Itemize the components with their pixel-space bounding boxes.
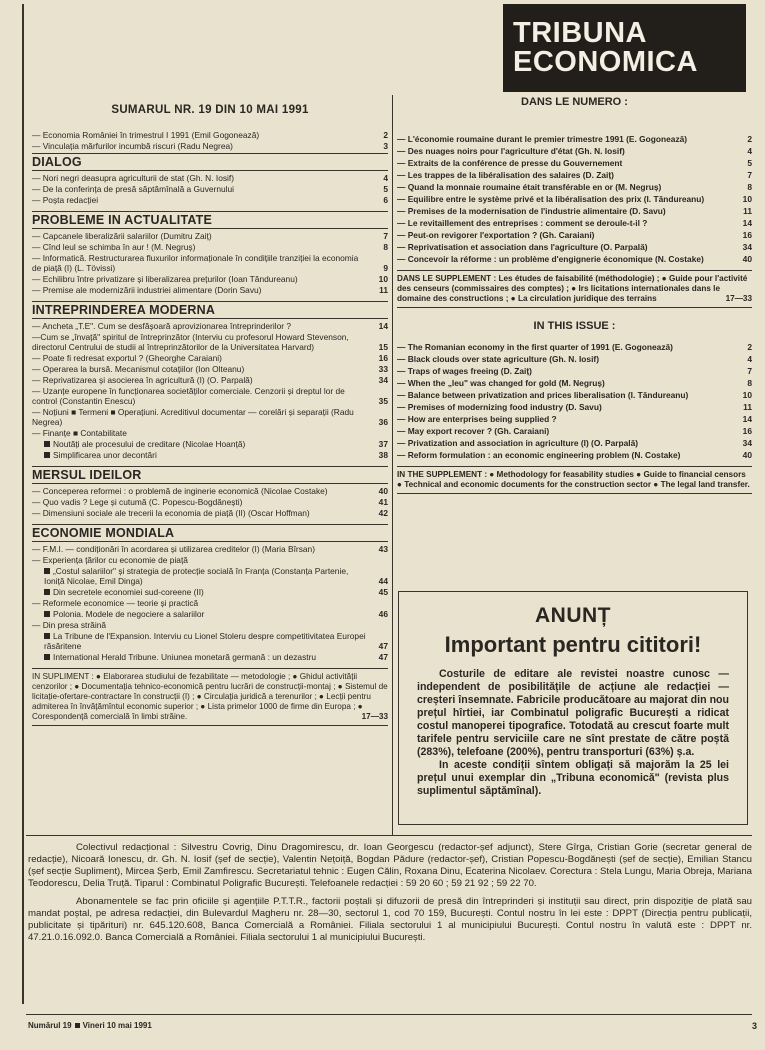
toc-item-page: 43 (378, 544, 388, 554)
toc-item-text: — Peut-on revigorer l'exportation ? (Gh. Caraiani) (397, 230, 595, 240)
square-bullet-icon (44, 441, 50, 447)
toc-item-title (397, 158, 736, 168)
toc-item-page: 11 (379, 285, 388, 295)
toc-item-text: — Cînd leul se schimba în aur ! (M. Negruș) (32, 242, 196, 252)
toc-item-text: Simplificarea unor decontări (53, 450, 157, 460)
toc-item-title (32, 587, 372, 597)
toc-item-title (397, 182, 736, 192)
summary-sections (32, 153, 388, 662)
toc-item-title (32, 253, 372, 273)
toc-item (397, 342, 752, 352)
toc-item-text: — Equilibre entre le système privé et la libéralisation des prix (I. Tăndureanu) (397, 194, 705, 204)
toc-item-text: — Reform formulation : an economic engineering problem (N. Costake) (397, 450, 681, 460)
toc-item (32, 631, 388, 651)
toc-item-text: — Capcanele liberalizării salariilor (Dumitru Zaiț) (32, 231, 212, 241)
toc-item (397, 450, 752, 460)
announcement-paragraph-1: Costurile de editare ale revistei noastre cunosc — independent de posibilitățile de acțiune ale redacției — creșteri însemnate. Fabricile producătoare au majorat din nou prețul hîrtiei, iar Combinatul poligrafic București a ridicat costul manoperei tipografice. Totodată au crescut foarte mult tarifele pentru serviciile care ne sînt prestate de către poștă (283%), telefoane (200%), pentru transporturi (63%) ș.a. (417, 668, 729, 758)
toc-item-page: 41 (378, 497, 388, 507)
toc-item-text: „Costul salariilor" și strategia de protecție socială în Franța (Constanța Partenie, Ioniță Nicolae, Emil Dinga) (44, 566, 349, 586)
toc-item-page: 3 (383, 141, 388, 151)
toc-item-text: Polonia. Modele de negociere a salariilor (53, 609, 205, 619)
toc-item-page: 16 (742, 230, 752, 240)
toc-item-text: — Le revitaillement des entreprises : comment se deroule-t-il ? (397, 218, 648, 228)
toc-item (32, 439, 388, 449)
toc-item-text: — Premises de la modernisation de l'industrie alimentaire (D. Savu) (397, 206, 666, 216)
credits-top-rule (26, 835, 752, 836)
toc-item (397, 390, 752, 400)
toc-item-text: — Uzanțe europene în funcționarea societăților comerciale. Cenzorii și dreptul lor de control (Constantin Enescu) (32, 386, 345, 406)
toc-item-page: 40 (378, 486, 388, 496)
toc-item (32, 555, 388, 565)
toc-item-text: — Vinculația mărfurilor incumbă riscuri (Radu Negrea) (32, 141, 233, 151)
toc-item-page: 40 (742, 450, 752, 460)
toc-item-page: 9 (383, 263, 388, 273)
toc-item (32, 253, 388, 273)
toc-item-page: 11 (743, 206, 752, 216)
toc-item-title (32, 566, 372, 586)
toc-item-text: — Operarea la bursă. Mecanismul cotațiilor (Ion Olteanu) (32, 364, 245, 374)
toc-item-text: La Tribune de l'Expansion. Interviu cu Lionel Stoleru despre competitivitatea Europei răsăritene (44, 631, 366, 651)
toc-item-title (397, 206, 736, 216)
toc-item-title (32, 231, 372, 241)
toc-item-title (32, 173, 372, 183)
toc-item-page: 44 (378, 576, 388, 586)
toc-item-text: Noutăți ale procesului de creditare (Nicolae Hoanță) (53, 439, 246, 449)
toc-item-text: — Les trappes de la libéralisation des salaires (D. Zaiț) (397, 170, 614, 180)
toc-item-title (32, 274, 372, 284)
toc-item (397, 170, 752, 180)
summary-title: SUMARUL NR. 19 DIN 10 MAI 1991 (111, 104, 309, 116)
toc-item-page: 5 (747, 158, 752, 168)
toc-item-title (32, 486, 372, 496)
toc-item-text: — The Romanian economy in the first quarter of 1991 (E. Gogonează) (397, 342, 673, 352)
credits-subscriptions: Abonamentele se fac prin oficiile și agențiile P.T.T.R., factorii poștali și difuzorii de presă din întreprinderi și instituții sau direct, prin dispoziție de plată sau mandat poștal, pe adresa redacției, din Bulevardul Magheru nr. 28—30, sectorul 1, cod 70 159, București. Contul nostru în lei este : DPPT (Direcția pentru publicații, publicitate și tipărituri) nr. 645.120.608, Banca Comercială a României. Filiala sectorului 1 al municipiului București. Contul nostru în valută este : DPPT nr. 47.21.0.16.092.0. Banca Comercială a României. Filiala sectorului 1 al municipiului București. (28, 896, 752, 943)
toc-item (32, 450, 388, 460)
toc-item-page: 11 (743, 402, 752, 412)
toc-item-title (32, 386, 372, 406)
french-supplement-pages: 17—33 (725, 294, 752, 303)
toc-item-page: 10 (378, 274, 388, 284)
toc-item (32, 486, 388, 496)
toc-item-page: 5 (383, 184, 388, 194)
toc-item (397, 402, 752, 412)
toc-item (32, 274, 388, 284)
toc-item-title (32, 364, 372, 374)
footer-rule (26, 1014, 752, 1015)
toc-item-page: 4 (383, 173, 388, 183)
toc-item (32, 195, 388, 205)
footer (28, 1021, 152, 1030)
toc-item-text: — Dimensiuni sociale ale trecerii la economia de piață (II) (Oscar Hoffman) (32, 508, 310, 518)
toc-item-page: 7 (747, 170, 752, 180)
toc-item-title (32, 242, 372, 252)
toc-item-text: — Extraits de la conférence de presse du Gouvernement (397, 158, 623, 168)
french-list (397, 134, 752, 264)
english-list (397, 342, 752, 460)
toc-item-text: — Informatică. Restructurarea fluxurilor informaționale în condițiile tranziției la economia de piață (I) (L. Tövissi) (32, 253, 359, 273)
toc-item-page: 4 (747, 354, 752, 364)
toc-item-title (397, 242, 736, 252)
toc-item-title (397, 402, 736, 412)
toc-item (397, 354, 752, 364)
toc-item-page: 14 (742, 218, 752, 228)
square-bullet-icon (44, 589, 50, 595)
toc-item-title (32, 130, 372, 140)
toc-item (32, 652, 388, 662)
toc-item (32, 508, 388, 518)
toc-item-page: 7 (383, 231, 388, 241)
toc-item-text: — Premises of modernizing food industry (D. Savu) (397, 402, 602, 412)
toc-item-page: 14 (378, 321, 388, 331)
toc-item-text: — Traps of wages freeing (D. Zaiț) (397, 366, 532, 376)
section-list (32, 544, 388, 662)
toc-item-page: 16 (742, 426, 752, 436)
translations-column (397, 96, 752, 494)
toc-item-page: 14 (742, 414, 752, 424)
toc-item-title (397, 378, 736, 388)
toc-item-page: 34 (742, 242, 752, 252)
toc-item (32, 428, 388, 438)
section-list (32, 321, 388, 460)
toc-item-text: — Poșta redacției (32, 195, 99, 205)
section-title: INTREPRINDEREA MODERNA (32, 301, 388, 319)
toc-item-title (397, 414, 736, 424)
square-bullet-icon (44, 654, 50, 660)
toc-item (397, 378, 752, 388)
toc-item-text: — Noțiuni ■ Termeni ■ Operațiuni. Acreditivul documentar — corelări și separații (Radu Negrea) (32, 407, 354, 427)
announcement-body (417, 668, 729, 798)
toc-item-text: — Reformele economice — teorie și practică (32, 598, 199, 608)
summary-intro-list (32, 130, 388, 151)
footer-date: Vineri 10 mai 1991 (82, 1021, 152, 1030)
toc-item-page: 37 (378, 439, 388, 449)
toc-item-text: — F.M.I. — condiționări în acordarea și utilizarea creditelor (I) (Maria Bîrsan) (32, 544, 315, 554)
summary-supplement-pages: 17—33 (361, 712, 388, 721)
toc-item-title (32, 544, 372, 554)
toc-item (32, 587, 388, 597)
toc-item-title (32, 375, 372, 385)
english-supplement (397, 466, 752, 494)
toc-item (397, 230, 752, 240)
toc-item-text: International Herald Tribune. Uniunea monetară germană : un dezastru (53, 652, 317, 662)
toc-item-title (397, 230, 736, 240)
toc-item (32, 332, 388, 352)
credits (28, 842, 752, 950)
square-bullet-icon (44, 452, 50, 458)
toc-item-page: 2 (747, 342, 752, 352)
french-supplement (397, 270, 752, 308)
toc-item-page: 35 (378, 396, 388, 406)
toc-item-text: — Reprivatizarea și asocierea în agricultură (I) (O. Parpală) (32, 375, 253, 385)
toc-item (32, 353, 388, 363)
toc-item-title (32, 407, 372, 427)
toc-item-title (32, 428, 372, 438)
toc-item-text: — How are enterprises being supplied ? (397, 414, 557, 424)
toc-item-title (32, 555, 372, 565)
toc-item-title (32, 141, 372, 151)
toc-item-text: — Nori negri deasupra agriculturii de stat (Gh. N. Iosif) (32, 173, 235, 183)
toc-item-title (32, 321, 372, 331)
english-title: IN THIS ISSUE : (533, 320, 616, 332)
summary-column (32, 104, 388, 726)
page-number: 3 (752, 1021, 758, 1031)
toc-item (32, 544, 388, 554)
toc-item-title (32, 631, 372, 651)
toc-item-page: 36 (378, 417, 388, 427)
toc-item-page: 6 (383, 195, 388, 205)
toc-item-title (397, 342, 736, 352)
toc-item-text: — Quo vadis ? Lege și cutumă (C. Popescu-Bogdănești) (32, 497, 243, 507)
toc-item-text: — Black clouds over state agriculture (Gh. N. Iosif) (397, 354, 599, 364)
toc-item-title (32, 620, 372, 630)
toc-item (397, 206, 752, 216)
toc-item-page: 46 (378, 609, 388, 619)
toc-item (397, 242, 752, 252)
toc-item-title (397, 354, 736, 364)
toc-item-page: 4 (747, 146, 752, 156)
toc-item (32, 173, 388, 183)
toc-item-text: — Conceperea reformei : o problemă de inginerie economică (Nicolae Costake) (32, 486, 328, 496)
toc-item-page: 10 (742, 194, 752, 204)
toc-item-text: — Ancheta „T.E". Cum se desfășoară aprovizionarea întreprinderilor ? (32, 321, 292, 331)
toc-item-page: 34 (742, 438, 752, 448)
toc-item-text: — Des nuages noirs pour l'agriculture d'état (Gh. N. Iosif) (397, 146, 625, 156)
masthead-line1: TRIBUNA (513, 17, 647, 49)
top-rule (22, 4, 24, 1004)
toc-item-page: 10 (742, 390, 752, 400)
toc-item-text: Din secretele economiei sud-coreene (II) (53, 587, 204, 597)
toc-item (32, 242, 388, 252)
toc-item-text: — L'économie roumaine durant le premier trimestre 1991 (E. Gogonează) (397, 134, 688, 144)
toc-item (32, 184, 388, 194)
section-list (32, 173, 388, 205)
section-title: MERSUL IDEILOR (32, 466, 388, 484)
toc-item-page: 40 (742, 254, 752, 264)
toc-item-page: 34 (378, 375, 388, 385)
toc-item-title (32, 285, 372, 295)
toc-item-page: 45 (378, 587, 388, 597)
summary-supplement (32, 668, 388, 726)
toc-item-title (32, 598, 372, 608)
toc-item-text: — Concevoir la réforme : un problème d'engignerie économique (N. Costake) (397, 254, 704, 264)
toc-item-page: 2 (383, 130, 388, 140)
toc-item-text: — Reprivatisation et association dans l'agriculture (O. Parpală) (397, 242, 648, 252)
square-bullet-icon (75, 1023, 80, 1028)
toc-item-title (32, 353, 372, 363)
french-title: DANS LE NUMERO : (521, 96, 628, 108)
toc-item-title (397, 146, 736, 156)
toc-item-text: — Finanțe ■ Contabilitate (32, 428, 127, 438)
toc-item (397, 182, 752, 192)
credits-editorial: Colectivul redacțional : Silvestru Covrig, Dinu Dragomirescu, dr. Ioan Georgescu (redactor-șef adjunct), Stere Gîrga, Cristian Gorie (secretar general de redacție), Nicoară Ionescu, dr. Gh. N. Iosif (șef de secție), Valentin Nețoiță, Bogdan Pădure (redactor-șef), Cristian Popescu-Bogdănești (șef de secție), Emilian Stancu (șef secție Supliment), Mircea Șerb, Emil Zamfirescu. Secretariatul tehnic : Eugen Călin, Roxana Dinu, Ecaterina Nicolaev. Corectura : Stela Lungu, Maria Obreja, Mariana Teodorescu, Delia Truță. Tiparul : Combinatul Poligrafic București. Telefoanele redacției : 59 20 60 ; 59 21 92 ; 59 22 70. (28, 842, 752, 889)
toc-item-page: 47 (378, 652, 388, 662)
toc-item-page: 16 (378, 353, 388, 363)
center-rule (392, 95, 393, 835)
toc-item (397, 438, 752, 448)
toc-item (32, 386, 388, 406)
toc-item (32, 620, 388, 630)
toc-item-text: — Privatization and association in agriculture (I) (O. Parpală) (397, 438, 639, 448)
toc-item-title (397, 194, 736, 204)
toc-item (32, 364, 388, 374)
toc-item (397, 426, 752, 436)
section-list (32, 486, 388, 518)
toc-item-title (32, 195, 372, 205)
section-title: PROBLEME IN ACTUALITATE (32, 211, 388, 229)
toc-item-title (397, 134, 736, 144)
toc-item-title (397, 390, 736, 400)
toc-item-page: 33 (378, 364, 388, 374)
announcement-subheading: Important pentru cititori! (444, 632, 702, 657)
toc-item-title (32, 609, 372, 619)
toc-item-text: — De la conferința de presă săptămînală a Guvernului (32, 184, 235, 194)
announcement-heading: ANUNȚ (535, 604, 611, 627)
footer-issue: Numărul 19 (28, 1021, 72, 1030)
toc-item-text: — Economia României în trimestrul I 1991 (Emil Gogonează) (32, 130, 260, 140)
toc-item-title (32, 332, 372, 352)
toc-item (32, 566, 388, 586)
square-bullet-icon (44, 568, 50, 574)
toc-item (32, 130, 388, 140)
toc-item-page: 15 (378, 342, 388, 352)
toc-item (397, 146, 752, 156)
toc-item-page: 42 (378, 508, 388, 518)
toc-item-title (32, 497, 372, 507)
toc-item-title (397, 218, 736, 228)
toc-item (397, 158, 752, 168)
toc-item-title (32, 184, 372, 194)
toc-item-page: 8 (747, 182, 752, 192)
toc-item (32, 321, 388, 331)
section-title: ECONOMIE MONDIALA (32, 524, 388, 542)
section-title: DIALOG (32, 153, 388, 171)
toc-item-title (32, 652, 372, 662)
toc-item (397, 366, 752, 376)
section-list (32, 231, 388, 295)
toc-item-page: 8 (747, 378, 752, 388)
toc-item-text: —Cum se „învață" spiritul de întreprinzător (Interviu cu profesorul Howard Stevenson, directorul Centrului de studii al întreprinzătorilor de la Universitatea Harvard) (32, 332, 349, 352)
toc-item-title (397, 170, 736, 180)
toc-item-title (32, 508, 372, 518)
toc-item-page: 7 (747, 366, 752, 376)
toc-item-page: 8 (383, 242, 388, 252)
square-bullet-icon (44, 611, 50, 617)
toc-item-title (397, 254, 736, 264)
toc-item (397, 134, 752, 144)
toc-item-title (397, 450, 736, 460)
french-supplement-text: DANS LE SUPPLEMENT : Les études de faisabilité (méthodologie) ; ● Guide pour l'activité des censeurs (commissaires des comptes) ; ● Irs licitations internationales dans le domaine des constructions ; ● La circulation juridique des terrains (397, 274, 748, 303)
toc-item-page: 47 (378, 641, 388, 651)
toc-item-text: — Echilibru între privatizare și liberalizarea prețurilor (Ioan Tăndureanu) (32, 274, 298, 284)
toc-item-text: — When the „leu" was changed for gold (M. Negruș) (397, 378, 605, 388)
toc-item (32, 497, 388, 507)
toc-item (32, 407, 388, 427)
toc-item-text: — May export recover ? (Gh. Caraiani) (397, 426, 550, 436)
toc-item (397, 218, 752, 228)
toc-item (32, 231, 388, 241)
toc-item (397, 254, 752, 264)
toc-item-text: — Premise ale modernizării industriei alimentare (Dorin Savu) (32, 285, 262, 295)
toc-item-title (397, 438, 736, 448)
toc-item (32, 598, 388, 608)
toc-item (397, 194, 752, 204)
toc-item-page: 2 (747, 134, 752, 144)
toc-item-page: 38 (378, 450, 388, 460)
toc-item (32, 375, 388, 385)
masthead-line2: ECONOMICA (513, 46, 698, 78)
summary-supplement-text: IN SUPLIMENT : ● Elaborarea studiului de fezabilitate — metodologie ; ● Ghidul activității cenzorilor ; ● Documentația tehnico-economică pentru lucrări de construcții-montaj ; ● Sistemul de licitație-ofertare-contractare în construcții (I) ; ● Circulația juridică a terenurilor ; ● Lecții pentru admiterea în învățămîntul economic superior ; ● Lista primelor 1000 de firme din Europa ; ● Corespondență comercială în limbi străine. (32, 672, 388, 721)
toc-item-text: — Experiența țărilor cu economie de piață (32, 555, 188, 565)
toc-item-title (397, 366, 736, 376)
toc-item (397, 414, 752, 424)
toc-item-title (397, 426, 736, 436)
toc-item-text: — Quand la monnaie roumaine était transférable en or (M. Negruș) (397, 182, 662, 192)
toc-item (32, 141, 388, 151)
square-bullet-icon (44, 633, 50, 639)
english-supplement-text: IN THE SUPPLEMENT : ● Methodology for feasability studies ● Guide to financial censors ● Technical and economic documents for the construction sector ● The legal land transfer. (397, 470, 750, 489)
announcement-box (398, 591, 748, 825)
toc-item-text: — Poate fi redresat exportul ? (Gheorghe Caraiani) (32, 353, 222, 363)
toc-item (32, 285, 388, 295)
announcement-paragraph-2: In aceste condiții sîntem obligați să majorăm la 25 lei prețul unui exemplar din „Tribuna economică" (revista plus suplimentul săptămînal). (417, 759, 729, 797)
toc-item-text: — Balance between privatization and prices liberalisation (I. Tăndureanu) (397, 390, 689, 400)
toc-item-title (32, 450, 372, 460)
toc-item-title (32, 439, 372, 449)
masthead (503, 4, 746, 92)
toc-item (32, 609, 388, 619)
toc-item-text: — Din presa străină (32, 620, 107, 630)
